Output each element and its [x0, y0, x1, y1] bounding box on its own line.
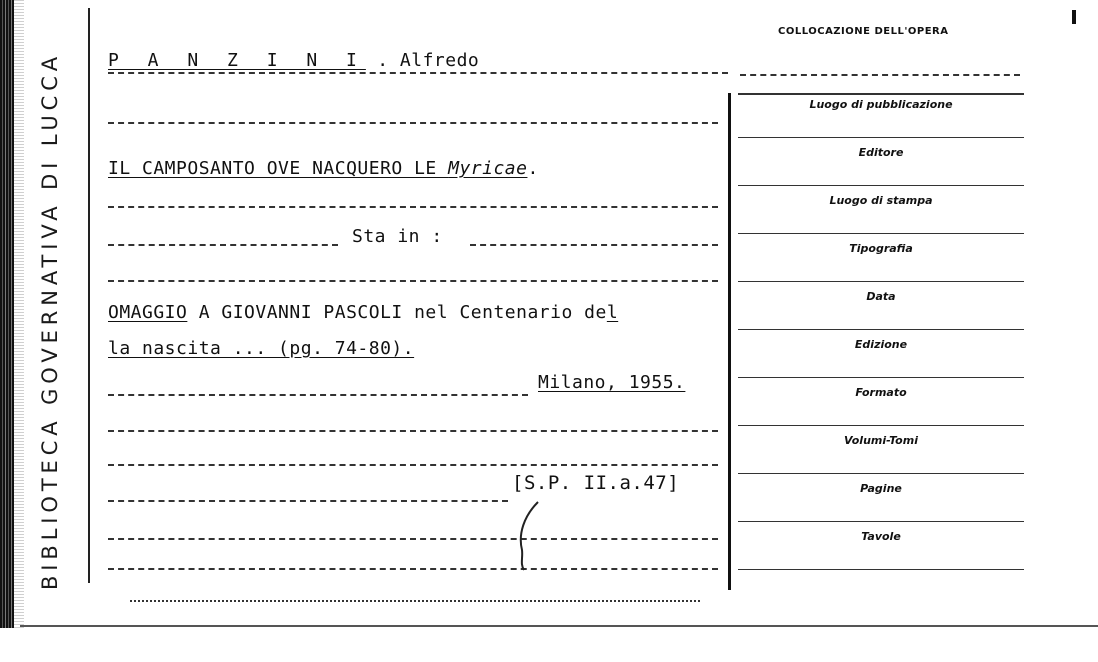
- field-label: Editore: [858, 146, 904, 159]
- title-line: [108, 158, 539, 179]
- imprint: [538, 372, 685, 393]
- library-stamp-vertical: BIBLIOTECA GOVERNATIVA DI LUCCA: [38, 51, 62, 590]
- title-main: IL CAMPOSANTO OVE NACQUERO LE: [108, 158, 449, 179]
- field-label: Pagine: [860, 482, 902, 495]
- host-series: OMAGGIO: [108, 302, 188, 323]
- ruled-line: [108, 394, 528, 396]
- field-rule: [738, 425, 1024, 426]
- ruled-line: [108, 206, 718, 208]
- author-given-name: Alfredo: [399, 50, 480, 71]
- ruled-line: [130, 600, 700, 602]
- host-line-1: [108, 302, 618, 323]
- host-dedicatee: A GIOVANNI PASCOLI nel: [187, 302, 460, 323]
- ruled-line: [470, 244, 718, 246]
- field-label: Luogo di stampa: [829, 194, 933, 207]
- field-rule: [738, 521, 1024, 522]
- shelfmark: [S.P. II.a.47]: [512, 472, 680, 494]
- host-occasion: Centenario de: [459, 302, 607, 323]
- ruled-line: [108, 500, 508, 502]
- collocation-rule: [740, 74, 1020, 76]
- ruled-line: [108, 568, 718, 570]
- field-rule: [738, 281, 1024, 282]
- field-top-rule: [738, 93, 1024, 95]
- field-label: Data: [866, 290, 896, 303]
- field-label: Formato: [855, 386, 907, 399]
- host-line-2: [108, 338, 414, 359]
- field-rule: [738, 233, 1024, 234]
- author-separator: .: [365, 50, 400, 71]
- collocation-heading: COLLOCAZIONE DELL'OPERA: [778, 26, 949, 37]
- ruled-line: [108, 538, 718, 540]
- corner-mark: [1072, 10, 1076, 24]
- field-label: Tipografia: [849, 242, 913, 255]
- ruled-line: [108, 122, 718, 124]
- card-edge-speckle: [14, 0, 24, 628]
- author-surname: P A N Z I N I: [108, 50, 366, 71]
- left-margin-rule: [88, 8, 90, 583]
- paper-crease-mark: [510, 500, 550, 572]
- sta-in-label: Sta in :: [352, 226, 443, 247]
- host-pages: la nascita ... (pg. 74-80).: [108, 338, 415, 359]
- collocation-divider: [728, 93, 731, 590]
- field-rule: [738, 185, 1024, 186]
- title-end: .: [527, 158, 539, 179]
- field-label: Edizione: [854, 338, 908, 351]
- field-rule: [738, 137, 1024, 138]
- field-label: Tavole: [861, 530, 901, 543]
- title-italic: Myricae: [448, 158, 528, 179]
- author-rule: [108, 72, 728, 74]
- card-bottom-rule: [20, 625, 1098, 627]
- host-occasion-end: l: [606, 302, 619, 323]
- field-rule: [738, 377, 1024, 378]
- field-rule: [738, 329, 1024, 330]
- field-rule: [738, 569, 1024, 570]
- card-edge-shadow: [0, 0, 14, 628]
- field-rule: [738, 473, 1024, 474]
- field-label: Volumi-Tomi: [844, 434, 918, 447]
- ruled-line: [108, 464, 718, 466]
- author-line: [108, 50, 479, 71]
- ruled-line: [108, 280, 718, 282]
- ruled-line: [108, 430, 718, 432]
- ruled-line: [108, 244, 338, 246]
- field-label: Luogo di pubblicazione: [809, 98, 953, 111]
- imprint-text: Milano, 1955.: [538, 372, 686, 393]
